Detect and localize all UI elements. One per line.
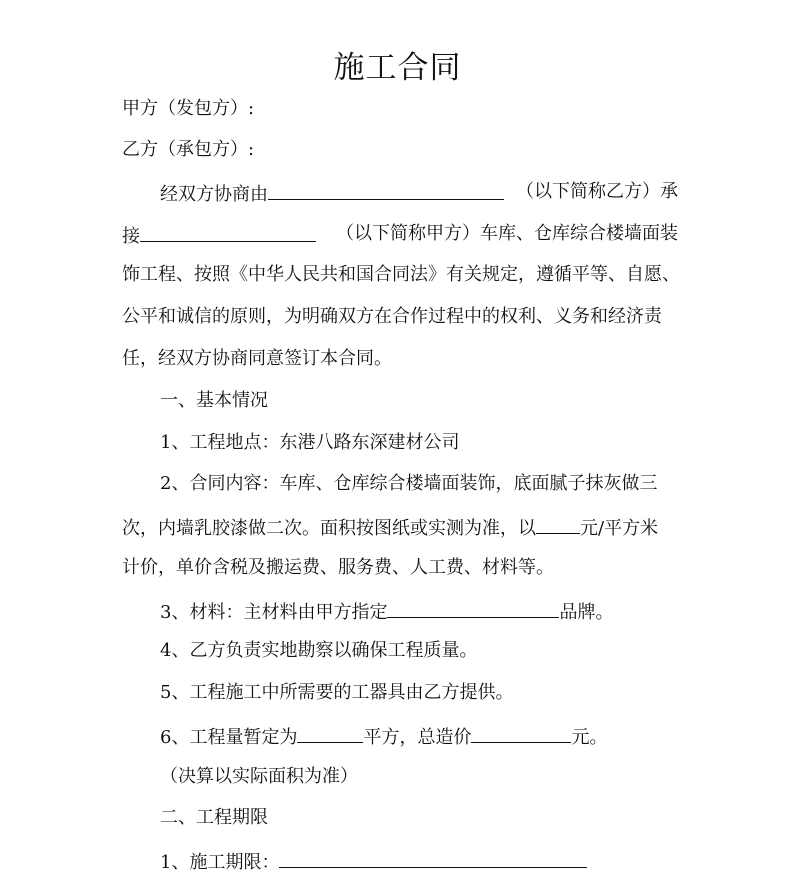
para1-line4	[122, 304, 678, 330]
section1-item6-text-c: 元。	[571, 727, 608, 748]
section2-item1-text: 1、施工期限：	[160, 852, 280, 873]
section1-item2-line2-text-a: 次，内墙乳胶漆做二次。面积按图纸或实测为准，以	[122, 518, 536, 539]
para1-line3	[122, 262, 678, 288]
para1-line2	[122, 221, 678, 250]
section1-item3-text-a: 3、材料：主材料由甲方指定	[160, 602, 388, 623]
para1-line1-text-b: （以下简称乙方）承	[516, 181, 678, 202]
contractor-name-blank[interactable]	[268, 179, 504, 200]
unit-price-blank[interactable]	[536, 513, 580, 534]
document-title: 施工合同	[333, 50, 462, 86]
section1-item6-text-b: 平方，总造价	[363, 727, 472, 748]
para1-line2-text-b: （以下简称甲方）车库、仓库综合楼墙面装	[336, 223, 678, 244]
section1-item2-line2-text-b: 元/平方米	[580, 518, 659, 539]
construction-period-blank[interactable]	[279, 847, 587, 868]
para1-line2-text-a: 接	[122, 226, 140, 247]
section1-item1: 1、工程地点：东港八路东深建材公司	[160, 432, 460, 453]
section1-item5: 5、工程施工中所需要的工器具由乙方提供。	[160, 682, 514, 703]
para1-line4-text: 公平和诚信的原则，为明确双方在合作过程中的权利、义务和经济责	[122, 306, 662, 327]
section1-item2-line1	[160, 471, 678, 497]
para1-line5: 任，经双方协商同意签订本合同。	[122, 348, 392, 369]
section1-item3	[160, 597, 613, 626]
section1-item3-text-b: 品牌。	[559, 602, 614, 623]
section1-item2-line3: 计价，单价含税及搬运费、服务费、人工费、材料等。	[122, 557, 554, 578]
para1-line3-text: 饰工程、按照《中华人民共和国合同法》有关规定，遵循平等、自愿、	[122, 264, 680, 285]
section1-item4: 4、乙方负责实地勘察以确保工程质量。	[160, 640, 478, 661]
para1-line1-text-a: 经双方协商由	[160, 184, 268, 205]
section1-heading: 一、基本情况	[160, 390, 268, 411]
area-blank[interactable]	[297, 722, 363, 743]
section2-heading: 二、工程期限	[160, 807, 268, 828]
party-b-label: 乙方（承包方）:	[122, 139, 255, 160]
section1-item6-text-a: 6、工程量暂定为	[160, 727, 298, 748]
section1-item6	[160, 722, 607, 751]
party-a-label: 甲方（发包方）:	[122, 98, 255, 119]
total-price-blank[interactable]	[471, 722, 571, 743]
para1-line1	[160, 179, 678, 208]
brand-blank[interactable]	[387, 597, 559, 618]
section2-item1	[160, 847, 587, 876]
section1-item2-line2	[122, 513, 678, 542]
client-name-blank[interactable]	[140, 221, 316, 242]
section1-item2-line1-text: 2、合同内容：车库、仓库综合楼墙面装饰，底面腻子抹灰做三	[160, 473, 658, 494]
section1-note: （决算以实际面积为准）	[160, 766, 358, 787]
